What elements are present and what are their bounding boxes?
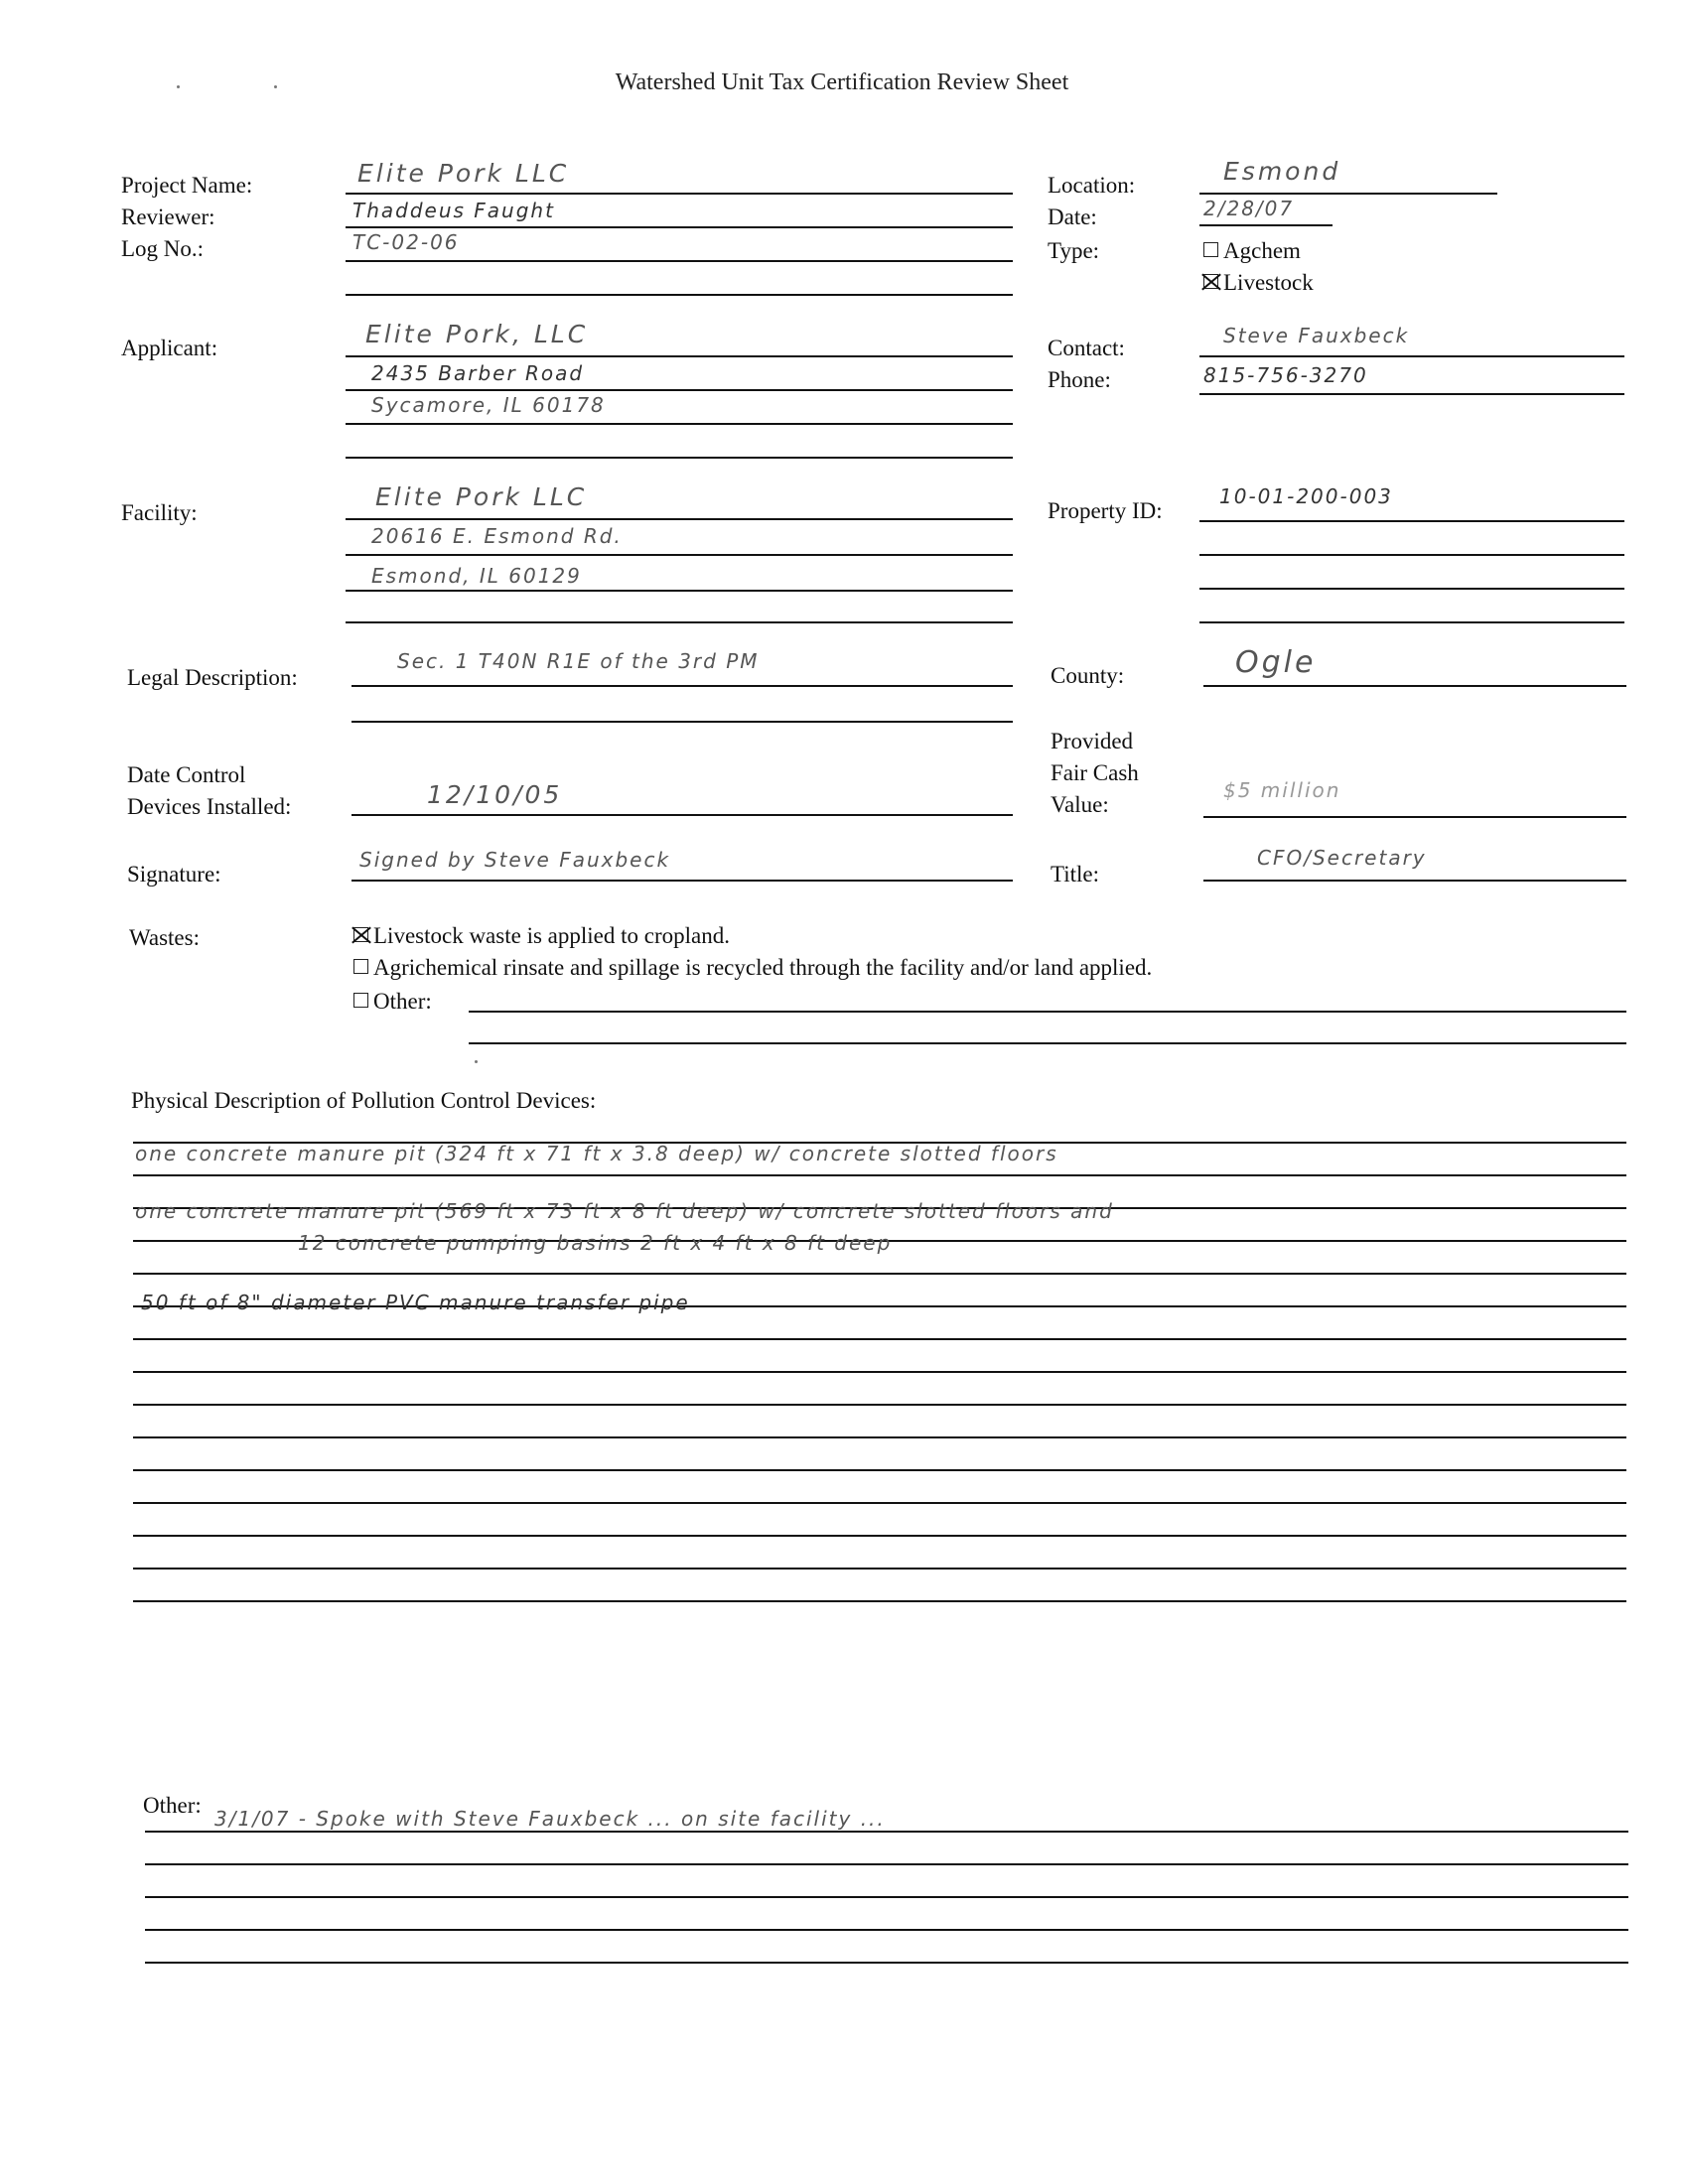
type-agchem[interactable]: [1203, 236, 1301, 266]
fair-cash-value: $5 million: [1223, 778, 1341, 802]
facility-line-4: [346, 621, 1013, 623]
date-control-label-2: Devices Installed:: [127, 794, 292, 819]
date-control-label-1: Date Control: [127, 762, 246, 787]
value-label: Value:: [1051, 792, 1109, 817]
location-line: [1199, 193, 1497, 195]
physical-ruled-line: [133, 1568, 1626, 1570]
contact-value: Steve Fauxbeck: [1223, 324, 1410, 347]
fair-cash-label: Fair Cash: [1051, 760, 1139, 785]
phone-line: [1199, 393, 1624, 395]
other-ruled-line: [145, 1962, 1628, 1964]
wastes-other-line-2: [469, 1042, 1626, 1044]
wastes-agrichemical-label: Agrichemical rinsate and spillage is recycled through the facility and/or land applied.: [373, 955, 1153, 980]
phone-value: 815-756-3270: [1203, 363, 1368, 387]
phone-label: Phone:: [1048, 367, 1111, 392]
contact-line: [1199, 355, 1624, 357]
other-line-1-value: 3/1/07 - Spoke with Steve Fauxbeck ... on site facility ...: [214, 1807, 886, 1831]
log-no-label: Log No.:: [121, 236, 205, 261]
reviewer-line: [346, 226, 1013, 228]
reviewer-value: Thaddeus Faught: [352, 199, 555, 222]
location-value: Esmond: [1223, 157, 1341, 186]
physical-ruled-line: [133, 1600, 1626, 1602]
log-no-value: TC-02-06: [352, 230, 460, 254]
scan-speck: [274, 85, 277, 88]
physical-ruled-line: [133, 1535, 1626, 1537]
legal-line-2: [351, 721, 1013, 723]
physical-ruled-line: [133, 1404, 1626, 1406]
applicant-label: Applicant:: [121, 336, 218, 360]
applicant-address-value: 2435 Barber Road: [371, 361, 585, 385]
physical-ruled-line: [133, 1174, 1626, 1176]
scan-speck: [475, 1060, 478, 1063]
signature-value: Signed by Steve Fauxbeck: [359, 848, 671, 872]
date-label: Date:: [1048, 205, 1097, 229]
property-id-value: 10-01-200-003: [1219, 484, 1393, 508]
applicant-name-value: Elite Pork, LLC: [365, 320, 589, 348]
facility-line-3: [346, 590, 1013, 592]
physical-ruled-line: [133, 1436, 1626, 1438]
facility-name-value: Elite Pork LLC: [375, 482, 588, 511]
physical-ruled-line: [133, 1371, 1626, 1373]
wastes-other-line-1: [469, 1011, 1626, 1013]
legal-description-value: Sec. 1 T40N R1E of the 3rd PM: [397, 649, 760, 673]
facility-city-value: Esmond, IL 60129: [371, 564, 582, 588]
title-label: Title:: [1051, 862, 1100, 887]
applicant-line-1: [346, 355, 1013, 357]
log-no-line: [346, 260, 1013, 262]
applicant-line-3: [346, 423, 1013, 425]
legal-description-label: Legal Description:: [127, 665, 298, 690]
project-name-value: Elite Pork LLC: [357, 159, 570, 188]
agchem-label: Agchem: [1223, 238, 1301, 263]
applicant-city-value: Sycamore, IL 60178: [371, 393, 606, 417]
wastes-livestock-label: Livestock waste is applied to cropland.: [373, 923, 730, 948]
title-line: [1203, 880, 1626, 882]
wastes-agrichemical-checkbox[interactable]: [353, 959, 368, 974]
livestock-checkbox[interactable]: [1203, 274, 1218, 289]
applicant-line-2: [346, 389, 1013, 391]
project-name-label: Project Name:: [121, 173, 253, 198]
livestock-label: Livestock: [1223, 270, 1314, 295]
provided-label: Provided: [1051, 729, 1134, 753]
property-id-line-4: [1199, 621, 1624, 623]
date-installed-line: [351, 814, 1013, 816]
property-id-line-2: [1199, 554, 1624, 556]
scan-speck: [177, 85, 180, 88]
legal-line-1: [351, 685, 1013, 687]
property-id-line-3: [1199, 588, 1624, 590]
county-value: Ogle: [1235, 645, 1317, 680]
physical-line-4-value: 50 ft of 8" diameter PVC manure transfer pipe: [141, 1291, 690, 1314]
contact-label: Contact:: [1048, 336, 1125, 360]
wastes-other-label: Other:: [373, 989, 432, 1014]
other-ruled-line: [145, 1929, 1628, 1931]
type-livestock[interactable]: [1203, 268, 1314, 298]
agchem-checkbox[interactable]: [1203, 242, 1218, 257]
property-id-label: Property ID:: [1048, 498, 1163, 523]
county-line: [1203, 685, 1626, 687]
physical-description-label: Physical Description of Pollution Control Devices:: [131, 1088, 597, 1113]
county-label: County:: [1051, 663, 1125, 688]
applicant-line-4: [346, 457, 1013, 459]
physical-line-3-value: 12 concrete pumping basins 2 ft x 4 ft x 8 ft deep: [298, 1231, 893, 1255]
date-value: 2/28/07: [1203, 197, 1295, 220]
signature-line: [351, 880, 1013, 882]
reviewer-label: Reviewer:: [121, 205, 215, 229]
page-title: Watershed Unit Tax Certification Review Sheet: [615, 69, 1069, 95]
wastes-agrichemical[interactable]: [353, 953, 1152, 983]
facility-line-1: [346, 518, 1013, 520]
physical-line-2-value: one concrete manure pit (569 ft x 73 ft x 8 ft deep) w/ concrete slotted floors and: [135, 1199, 1114, 1223]
facility-label: Facility:: [121, 500, 198, 525]
wastes-other[interactable]: [353, 987, 432, 1017]
physical-ruled-line: [133, 1338, 1626, 1340]
location-label: Location:: [1048, 173, 1136, 198]
other-ruled-line: [145, 1831, 1628, 1833]
physical-ruled-line: [133, 1273, 1626, 1275]
other-label: Other:: [143, 1793, 202, 1818]
property-id-line-1: [1199, 520, 1624, 522]
date-installed-value: 12/10/05: [427, 780, 563, 809]
type-label: Type:: [1048, 238, 1100, 263]
physical-ruled-line: [133, 1469, 1626, 1471]
other-ruled-line: [145, 1863, 1628, 1865]
title-value: CFO/Secretary: [1257, 846, 1427, 870]
wastes-label: Wastes:: [129, 925, 200, 950]
project-name-line: [346, 193, 1013, 195]
facility-line-2: [346, 554, 1013, 556]
wastes-other-checkbox[interactable]: [353, 993, 368, 1008]
physical-line-1-value: one concrete manure pit (324 ft x 71 ft x 3.8 deep) w/ concrete slotted floors: [135, 1142, 1058, 1165]
fair-cash-line: [1203, 816, 1626, 818]
wastes-livestock-checkbox[interactable]: [353, 927, 368, 942]
physical-ruled-line: [133, 1502, 1626, 1504]
facility-address-value: 20616 E. Esmond Rd.: [371, 524, 623, 548]
other-ruled-line: [145, 1896, 1628, 1898]
signature-label: Signature:: [127, 862, 221, 887]
date-line: [1199, 224, 1333, 226]
blank-line-1: [346, 294, 1013, 296]
wastes-livestock[interactable]: [353, 921, 730, 951]
